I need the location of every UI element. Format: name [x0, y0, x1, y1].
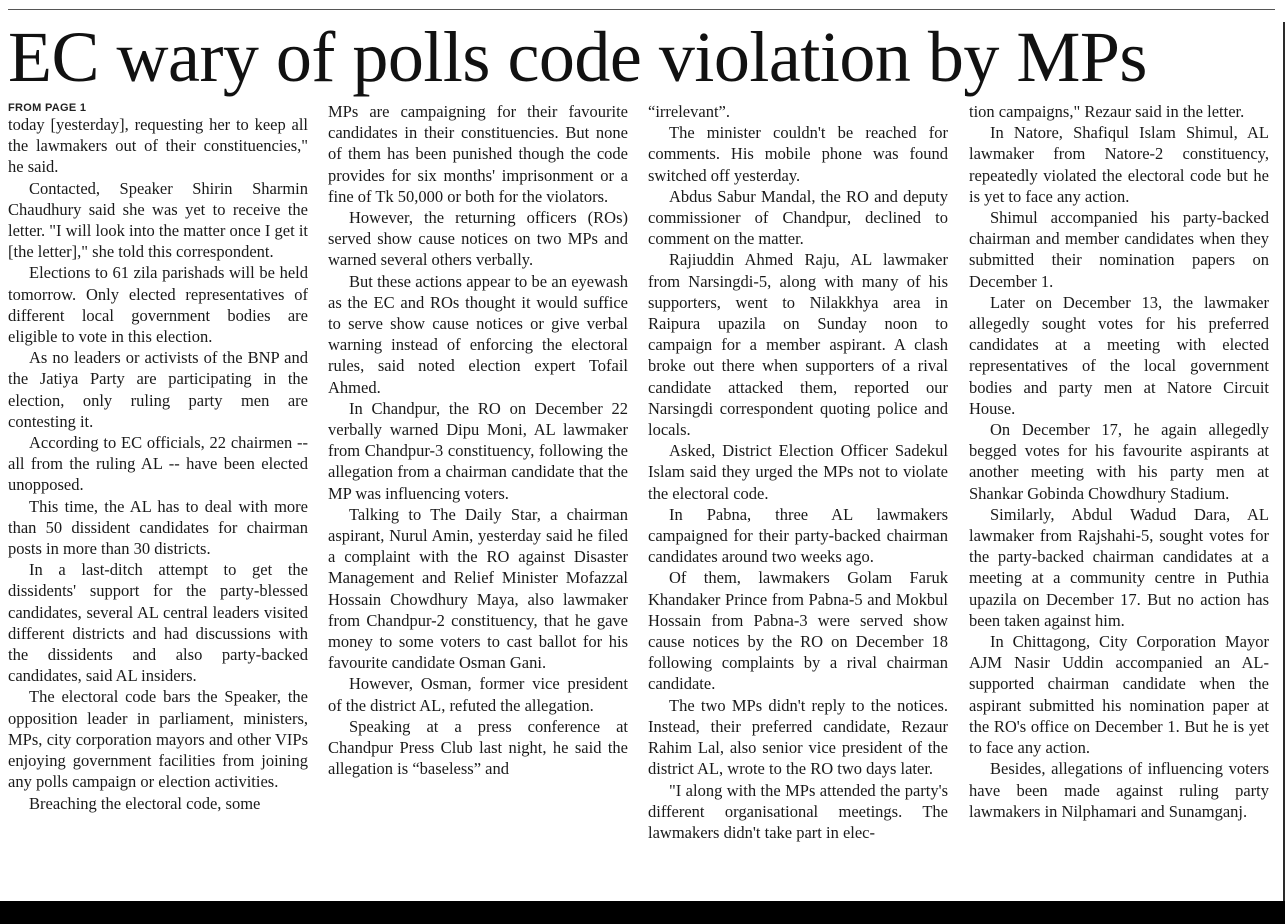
paragraph: This time, the AL has to deal with more than 50 dissident candidates for chairman posts in more than 30 districts.	[8, 496, 308, 559]
paragraph: The electoral code bars the Speaker, the opposition leader in parliament, ministers, MPs, city corporation mayors and other VIPs enjoying government facilities from joining any polls campaign or election activities.	[8, 687, 308, 792]
paragraph: Shimul accompanied his party-backed chairman and member candidates when they submitted their nomination papers on December 1.	[969, 208, 1269, 291]
bottom-band	[0, 901, 1285, 924]
paragraph: Of them, lawmakers Golam Faruk Khandaker Prince from Pabna-5 and Mokbul Hossain from Pabna-3 were served show cause notices by the RO on December 18 following complaints by a rival chairman candidate.	[648, 568, 948, 694]
paragraph: Rajiuddin Ahmed Raju, AL lawmaker from Narsingdi-5, along with many of his supporters, went to Nilakkhya area in Raipura upazila on Sunday noon to campaign for a member aspirant. A clash broke out there when supporters of a rival candidate attacked them, reported our Narsingdi correspondent quoting police and locals.	[648, 250, 948, 440]
paragraph: According to EC officials, 22 chairmen -- all from the ruling AL -- have been elected unopposed.	[8, 433, 308, 495]
paragraph: Elections to 61 zila parishads will be held tomorrow. Only elected representatives of different local government bodies are eligible to vote in this election.	[8, 263, 308, 347]
paragraph: Contacted, Speaker Shirin Sharmin Chaudhury said she was yet to receive the letter. "I will look into the matter once I get it [the letter]," she told this correspondent.	[8, 178, 308, 262]
paragraph: In Chandpur, the RO on December 22 verbally warned Dipu Moni, AL lawmaker from Chandpur-3 constituency, following the allegation from a chairman candidate that the MP was influencing voters.	[328, 398, 628, 503]
paragraph: But these actions appear to be an eyewash as the EC and ROs thought it would suffice to serve show cause notices or give verbal warning instead of enforcing the electoral rules, said noted election expert Tofail Ahmed.	[328, 271, 628, 397]
paragraph: However, the returning officers (ROs) served show cause notices on two MPs and warned several others verbally.	[328, 208, 628, 270]
jump-label: FROM PAGE 1	[8, 102, 87, 114]
paragraph: In Chittagong, City Corporation Mayor AJM Nasir Uddin accompanied an AL-supported chairman candidate when the aspirant submitted his nomination paper at the RO's office on December 1. But he is yet to face any action.	[969, 632, 1269, 758]
paragraph: On December 17, he again allegedly begged votes for his favourite aspirants at another meeting with his party men at Shankar Gobinda Chowdhury Stadium.	[969, 420, 1269, 503]
paragraph: Talking to The Daily Star, a chairman aspirant, Nurul Amin, yesterday said he filed a complaint with the RO against Disaster Management and Relief Minister Mofazzal Hossain Chowdhury Maya, also lawmaker from Chandpur-2 constituency, that he gave money to some voters to cast ballot for his favourite candidate Osman Gani.	[328, 504, 628, 673]
paragraph: In a last-ditch attempt to get the dissidents' support for the party-blessed candidates, several AL central leaders visited different districts and had discussions with the dissidents and also party-backed candidates, said AL insiders.	[8, 560, 308, 686]
paragraph: The minister couldn't be reached for comments. His mobile phone was found switched off yesterday.	[648, 123, 948, 185]
paragraph: In Pabna, three AL lawmakers campaigned for their party-backed chairman candidates around two weeks ago.	[648, 504, 948, 567]
paragraph: However, Osman, former vice president of the district AL, refuted the allegation.	[328, 674, 628, 715]
paragraph: Besides, allegations of influencing voters have been made against ruling party lawmakers in Nilphamari and Sunamganj.	[969, 759, 1269, 821]
paragraph: Speaking at a press conference at Chandpur Press Club last night, he said the allegation is “baseless” and	[328, 716, 628, 779]
paragraph: In Natore, Shafiqul Islam Shimul, AL lawmaker from Natore-2 constituency, repeatedly violated the electoral code but he is yet to face any action.	[969, 123, 1269, 206]
paragraph: Breaching the electoral code, some	[29, 793, 261, 813]
paragraph: MPs are campaigning for their favourite candidates in their constituencies. But none of them has been punished though the code provides for six months' imprisonment or a fine of Tk 50,000 or both for the violators.	[328, 102, 628, 206]
paragraph: "I along with the MPs attended the party's different organisational meetings. The lawmakers didn't take part in elec-	[648, 780, 948, 842]
paragraph: today [yesterday], requesting her to keep all the lawmakers out of their constituencies," he said.	[8, 115, 308, 177]
paragraph: Similarly, Abdul Wadud Dara, AL lawmaker from Rajshahi-5, sought votes for the party-backed chairman candidates at a meeting at a community centre in Puthia upazila on December 17. But no action has been taken against him.	[969, 504, 1269, 630]
article-column-4	[969, 101, 1269, 901]
article-column-1	[8, 101, 308, 901]
headline: EC wary of polls code violation by MPs	[8, 17, 1147, 97]
paragraph: Later on December 13, the lawmaker allegedly sought votes for his preferred candidates at a meeting with elected representatives of the local government bodies and party men at Natore Circuit House.	[969, 292, 1269, 418]
paragraph: As no leaders or activists of the BNP and the Jatiya Party are participating in the election, only ruling party men are contesting it.	[8, 348, 308, 431]
paragraph: “irrelevant”.	[648, 102, 730, 121]
paragraph: Abdus Sabur Mandal, the RO and deputy commissioner of Chandpur, declined to comment on the matter.	[648, 186, 948, 249]
article-column-2	[328, 101, 628, 901]
paragraph: tion campaigns," Rezaur said in the letter.	[969, 102, 1245, 121]
paragraph: Asked, District Election Officer Sadekul Islam said they urged the MPs not to violate the electoral code.	[648, 441, 948, 503]
article-column-3	[648, 101, 948, 901]
top-rule	[8, 9, 1275, 10]
paragraph: The two MPs didn't reply to the notices. Instead, their preferred candidate, Rezaur Rahim Lal, also senior vice president of the district AL, wrote to the RO two days later.	[648, 695, 948, 779]
